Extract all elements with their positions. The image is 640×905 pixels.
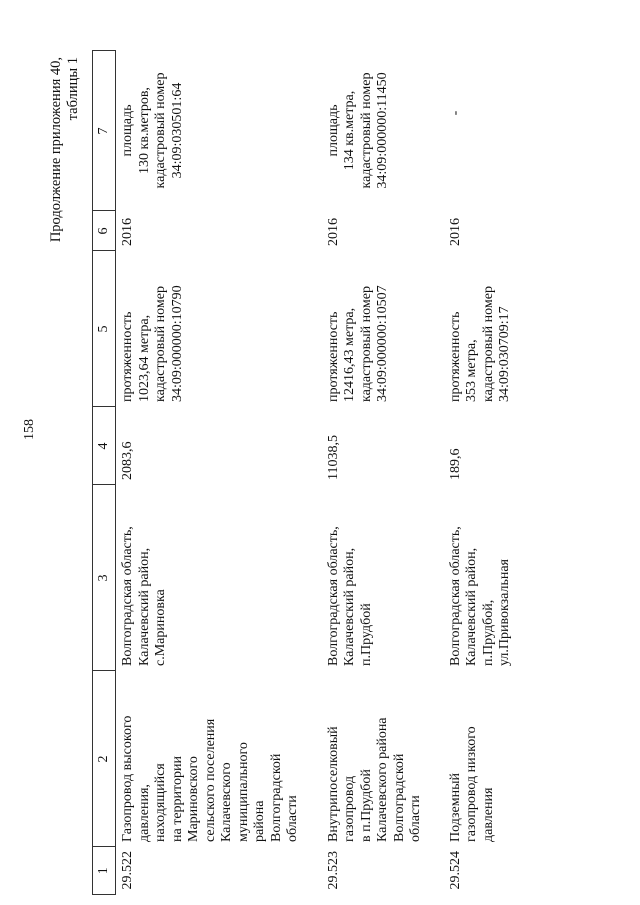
land-plot-info: площадь 134 кв.метра, кадастровый номер 34:09:000000:11450 [325, 72, 390, 189]
object-name: Газопровод высокого давления, находящийся на территории Мариновского сельского поселения Калачевского муниципального района Волгоградской области [120, 715, 300, 842]
row-number: 29.524 [447, 851, 463, 890]
object-cost: 2083,6 [120, 441, 135, 480]
table-row [322, 51, 444, 895]
object-name: Внутрипоселковый газопровод в п.Прудбой Калачевского района Волгоградской области [325, 717, 423, 842]
column-header: 7 [93, 51, 116, 211]
object-name: Подземный газопровод низкого давления [447, 726, 496, 842]
table-row [116, 51, 322, 895]
column-header: 5 [93, 251, 116, 407]
column-header: 3 [93, 485, 116, 671]
object-year: 2016 [447, 218, 463, 246]
row-number: 29.523 [325, 851, 341, 890]
table-row [444, 51, 524, 895]
rotated-page-content [30, 45, 600, 905]
continuation-caption: Продолжение приложения 40, таблицы 1 [48, 57, 81, 243]
page-number: 158 [22, 419, 37, 440]
object-location: Волгоградская область, Калачевский район, с.Мариновка [120, 526, 168, 666]
object-year: 2016 [120, 218, 135, 246]
object-location: Волгоградская область, Калачевский район, п.Прудбой, ул.Привокзальная [447, 526, 512, 666]
column-header: 4 [93, 407, 116, 485]
header-row [93, 51, 116, 895]
object-characteristics: протяженность 1023,64 метра, кадастровый номер 34:09:000000:10790 [120, 285, 185, 402]
object-year: 2016 [325, 218, 341, 246]
property-table [92, 51, 524, 896]
column-header: 1 [93, 847, 116, 895]
land-plot-info: площадь 130 кв.метров, кадастровый номер 34:09:030501:64 [120, 72, 185, 189]
column-header: 6 [93, 211, 116, 251]
column-header: 2 [93, 671, 116, 847]
object-location: Волгоградская область, Калачевский район, п.Прудбой [325, 526, 374, 666]
object-characteristics: протяженность 12416,43 метра, кадастровый номер 34:09:000000:10507 [325, 285, 390, 402]
object-characteristics: протяженность 353 метра, кадастровый номер 34:09:030709:17 [447, 286, 512, 402]
land-plot-info: - [447, 110, 463, 116]
row-number: 29.522 [120, 851, 135, 890]
object-cost: 189,6 [447, 448, 463, 480]
object-cost: 11038,5 [325, 435, 341, 480]
